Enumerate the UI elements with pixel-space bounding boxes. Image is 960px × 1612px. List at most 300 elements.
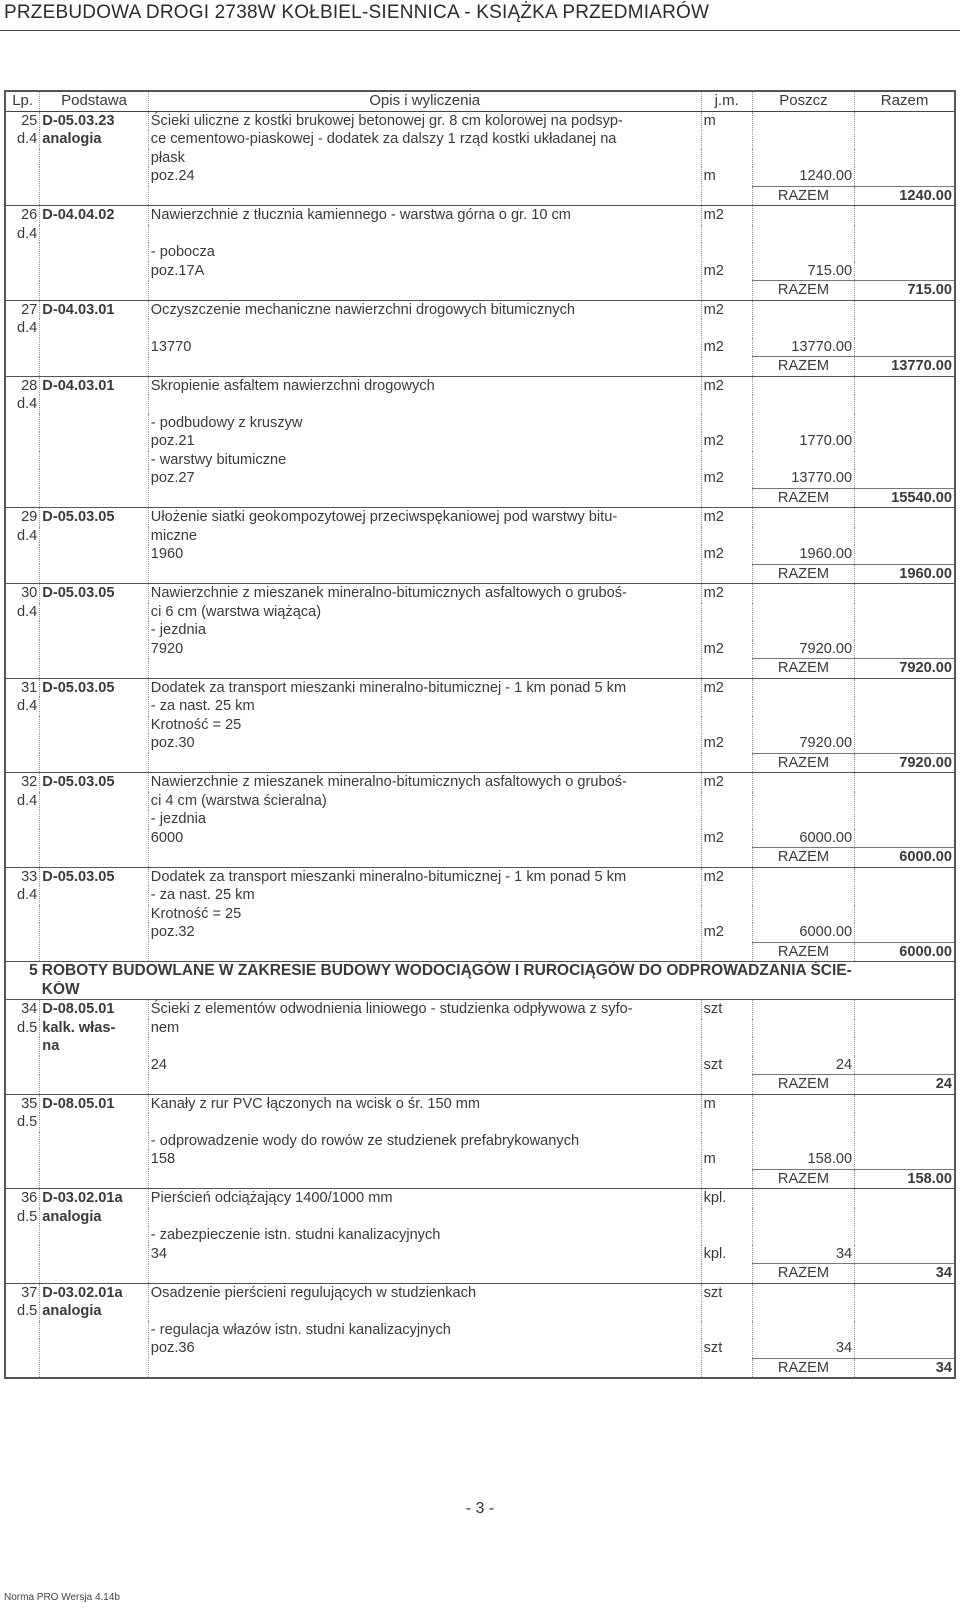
basis-cell	[40, 1321, 149, 1340]
description-line: płask	[148, 149, 701, 168]
total-cell	[855, 697, 955, 716]
basis-cell	[40, 829, 149, 848]
basis-cell	[40, 603, 149, 622]
unit-cell: m	[701, 111, 752, 130]
partial-value: 1770.00	[752, 432, 854, 451]
description-line	[148, 942, 701, 962]
description-line	[148, 1075, 701, 1095]
unit-cell	[701, 1019, 752, 1038]
partial-value: 13770.00	[752, 338, 854, 357]
total-cell	[855, 716, 955, 735]
table-row	[5, 206, 955, 225]
basis-note-cont: na	[40, 1037, 149, 1056]
table-row	[5, 527, 955, 546]
total-value: 34	[855, 1264, 955, 1284]
total-cell	[855, 1056, 955, 1075]
total-cell	[855, 527, 955, 546]
position-subsection: d.4	[17, 320, 38, 336]
unit-cell: m2	[701, 206, 752, 225]
partial-value	[752, 1226, 854, 1245]
description-line	[148, 357, 701, 377]
description-line: poz.24	[148, 167, 701, 186]
basis-cell	[40, 697, 149, 716]
total-value: 6000.00	[855, 942, 955, 962]
unit-cell	[701, 281, 752, 301]
table-row	[5, 697, 955, 716]
unit-cell: m2	[701, 773, 752, 792]
description-line: poz.17A	[148, 262, 701, 281]
col-header-opis: Opis i wyliczenia	[148, 91, 701, 111]
position-subsection: d.4	[17, 887, 38, 903]
unit-cell: m2	[701, 338, 752, 357]
total-cell	[855, 508, 955, 527]
unit-cell: m2	[701, 262, 752, 281]
position-number: 27	[5, 300, 40, 319]
description-line	[148, 1208, 701, 1227]
basis-cell	[40, 395, 149, 414]
unit-cell	[701, 243, 752, 262]
table-row	[5, 451, 955, 470]
table-row	[5, 1132, 955, 1151]
basis-cell	[40, 753, 149, 773]
basis-cell	[40, 640, 149, 659]
total-value: 715.00	[855, 281, 955, 301]
description-line: 7920	[148, 640, 701, 659]
partial-value	[752, 1019, 854, 1038]
lp-cell	[5, 262, 40, 281]
description-line: Nawierzchnie z mieszanek mineralno-bitumicznych asfaltowych o gruboś-	[148, 773, 701, 792]
description-line	[148, 225, 701, 244]
partial-value: 7920.00	[752, 734, 854, 753]
lp-cell	[5, 1264, 40, 1284]
position-code: D-04.04.02	[40, 206, 149, 225]
position-code: D-04.03.01	[40, 376, 149, 395]
basis-cell	[40, 527, 149, 546]
basis-cell	[40, 225, 149, 244]
description-line	[148, 1358, 701, 1378]
section-title-line1: ROBOTY BUDOWLANE W ZAKRESIE BUDOWY WODOCIĄGÓW I RUROCIĄGÓW DO ODPROWADZANIA ŚCIE-	[40, 962, 955, 981]
lp-cell	[5, 716, 40, 735]
page-number: - 3 -	[465, 1500, 495, 1517]
description-line: - warstwy bitumiczne	[148, 451, 701, 470]
table-row	[5, 225, 955, 244]
lp-cell	[5, 659, 40, 679]
position-subsection: d.5	[17, 1208, 38, 1225]
table-row	[5, 1056, 955, 1075]
description-line: poz.21	[148, 432, 701, 451]
partial-value: 34	[752, 1339, 854, 1358]
partial-value	[752, 792, 854, 811]
description-line: poz.27	[148, 469, 701, 488]
basis-cell	[40, 488, 149, 508]
description-line: poz.32	[148, 923, 701, 942]
position-number: 34	[5, 1000, 40, 1019]
position-number: 31	[5, 678, 40, 697]
unit-cell	[701, 527, 752, 546]
unit-cell: m2	[701, 469, 752, 488]
table-row	[5, 319, 955, 338]
unit-cell	[701, 848, 752, 868]
position-code: D-05.03.23	[40, 111, 149, 130]
total-cell	[855, 1019, 955, 1038]
lp-cell	[5, 281, 40, 301]
description-line: Dodatek za transport mieszanki mineralno-bitumicznej - 1 km ponad 5 km	[148, 678, 701, 697]
total-value: 15540.00	[855, 488, 955, 508]
partial-value	[752, 130, 854, 149]
lp-cell	[5, 149, 40, 168]
total-cell	[855, 1339, 955, 1358]
section-row-cont	[5, 981, 955, 1000]
lp-cell	[5, 469, 40, 488]
lp-cell	[5, 1245, 40, 1264]
total-value: 7920.00	[855, 659, 955, 679]
description-line: 6000	[148, 829, 701, 848]
total-row	[5, 1358, 955, 1378]
position-subsection: d.4	[17, 792, 38, 809]
basis-cell	[40, 1226, 149, 1245]
description-line: 1960	[148, 545, 701, 564]
total-cell	[855, 603, 955, 622]
basis-cell	[40, 469, 149, 488]
partial-value: 24	[752, 1056, 854, 1075]
basis-cell	[40, 1264, 149, 1284]
description-line: ce cementowo-piaskowej - dodatek za dalszy 1 rząd kostki układanej na	[148, 130, 701, 149]
position-number: 32	[5, 773, 40, 792]
total-cell	[855, 886, 955, 905]
description-line: Nawierzchnie z mieszanek mineralno-bitumicznych asfaltowych o gruboś-	[148, 584, 701, 603]
total-row	[5, 186, 955, 206]
basis-cell	[40, 149, 149, 168]
unit-cell	[701, 1226, 752, 1245]
description-line: - podbudowy z kruszyw	[148, 414, 701, 433]
table-row	[5, 338, 955, 357]
basis-cell	[40, 942, 149, 962]
total-row	[5, 281, 955, 301]
total-row	[5, 659, 955, 679]
table-row	[5, 867, 955, 886]
total-cell	[855, 376, 955, 395]
position-subsection: d.4	[17, 698, 38, 714]
description-line: Dodatek za transport mieszanki mineralno-bitumicznej - 1 km ponad 5 km	[148, 867, 701, 886]
description-line: 34	[148, 1245, 701, 1264]
unit-cell	[701, 905, 752, 924]
basis-cell	[40, 262, 149, 281]
partial-value	[752, 1037, 854, 1056]
partial-value	[752, 697, 854, 716]
total-label: RAZEM	[752, 1264, 854, 1284]
description-line	[148, 186, 701, 206]
unit-cell: kpl.	[701, 1245, 752, 1264]
basis-cell	[40, 734, 149, 753]
partial-value	[752, 1113, 854, 1132]
lp-cell	[5, 414, 40, 433]
unit-cell: m2	[701, 376, 752, 395]
section-row	[5, 962, 955, 981]
description-line: Pierścień odciążający 1400/1000 mm	[148, 1189, 701, 1208]
col-header-lp: Lp.	[5, 91, 40, 111]
total-cell	[855, 414, 955, 433]
partial-value: 6000.00	[752, 829, 854, 848]
description-line: 158	[148, 1150, 701, 1169]
total-row	[5, 357, 955, 377]
lp-cell	[5, 753, 40, 773]
position-code: D-08.05.01	[40, 1000, 149, 1019]
basis-cell	[40, 451, 149, 470]
partial-value	[752, 584, 854, 603]
lp-cell	[5, 621, 40, 640]
partial-value	[752, 414, 854, 433]
total-cell	[855, 678, 955, 697]
position-number: 37	[5, 1283, 40, 1302]
table-row	[5, 810, 955, 829]
partial-value	[752, 1132, 854, 1151]
total-cell	[855, 1302, 955, 1321]
total-cell	[855, 810, 955, 829]
description-line	[148, 1264, 701, 1284]
partial-value	[752, 678, 854, 697]
col-header-jm: j.m.	[701, 91, 752, 111]
description-line: - regulacja włazów istn. studni kanalizacyjnych	[148, 1321, 701, 1340]
position-code: D-05.03.05	[40, 584, 149, 603]
basis-cell	[40, 1245, 149, 1264]
total-cell	[855, 584, 955, 603]
unit-cell: m2	[701, 678, 752, 697]
table-row	[5, 1208, 955, 1227]
unit-cell	[701, 886, 752, 905]
partial-value	[752, 319, 854, 338]
total-cell	[855, 1000, 955, 1019]
lp-cell	[5, 186, 40, 206]
unit-cell	[701, 319, 752, 338]
position-number: 25	[5, 111, 40, 130]
table-row	[5, 1037, 955, 1056]
basis-cell	[40, 848, 149, 868]
total-cell	[855, 1189, 955, 1208]
partial-value: 158.00	[752, 1150, 854, 1169]
description-line	[148, 395, 701, 414]
total-row	[5, 564, 955, 584]
basis-cell	[40, 716, 149, 735]
basis-note: analogia	[40, 1302, 149, 1321]
basis-cell	[40, 923, 149, 942]
basis-cell	[40, 357, 149, 377]
position-subsection: d.4	[17, 603, 38, 620]
total-cell	[855, 867, 955, 886]
partial-value: 1960.00	[752, 545, 854, 564]
basis-cell	[40, 167, 149, 186]
lp-cell	[5, 848, 40, 868]
unit-cell	[701, 1208, 752, 1227]
total-cell	[855, 395, 955, 414]
unit-cell	[701, 451, 752, 470]
unit-cell	[701, 1358, 752, 1378]
total-cell	[855, 243, 955, 262]
lp-cell	[5, 488, 40, 508]
total-cell	[855, 545, 955, 564]
partial-value	[752, 451, 854, 470]
lp-cell	[5, 432, 40, 451]
table-row	[5, 1245, 955, 1264]
lp-cell	[5, 1150, 40, 1169]
basis-cell	[40, 414, 149, 433]
lp-cell	[5, 1056, 40, 1075]
unit-cell	[701, 130, 752, 149]
partial-value	[752, 376, 854, 395]
description-line: Ścieki z elementów odwodnienia liniowego - studzienka odpływowa z syfo-	[148, 1000, 701, 1019]
partial-value: 1240.00	[752, 167, 854, 186]
partial-value	[752, 886, 854, 905]
total-value: 24	[855, 1075, 955, 1095]
total-cell	[855, 1321, 955, 1340]
table-row	[5, 716, 955, 735]
total-cell	[855, 829, 955, 848]
lp-cell	[5, 357, 40, 377]
total-cell	[855, 149, 955, 168]
table-row	[5, 469, 955, 488]
partial-value	[752, 1189, 854, 1208]
basis-cell	[40, 545, 149, 564]
total-cell	[855, 923, 955, 942]
table-row	[5, 130, 955, 149]
total-cell	[855, 1037, 955, 1056]
lp-cell	[5, 905, 40, 924]
total-row	[5, 753, 955, 773]
unit-cell: kpl.	[701, 1189, 752, 1208]
table-row	[5, 792, 955, 811]
unit-cell	[701, 149, 752, 168]
total-row	[5, 1264, 955, 1284]
partial-value	[752, 149, 854, 168]
basis-cell	[40, 564, 149, 584]
position-code: D-05.03.05	[40, 508, 149, 527]
table-row	[5, 300, 955, 319]
table-row	[5, 886, 955, 905]
description-line	[148, 659, 701, 679]
table-row	[5, 678, 955, 697]
table-row	[5, 773, 955, 792]
partial-value	[752, 508, 854, 527]
table-row	[5, 621, 955, 640]
total-cell	[855, 262, 955, 281]
unit-cell	[701, 659, 752, 679]
table-row	[5, 603, 955, 622]
total-label: RAZEM	[752, 1358, 854, 1378]
total-row	[5, 488, 955, 508]
total-cell	[855, 621, 955, 640]
position-subsection: d.5	[17, 1303, 38, 1319]
table-row	[5, 508, 955, 527]
unit-cell	[701, 488, 752, 508]
table-row	[5, 111, 955, 130]
partial-value	[752, 621, 854, 640]
col-header-razem: Razem	[855, 91, 955, 111]
partial-value	[752, 300, 854, 319]
position-number: 33	[5, 867, 40, 886]
table-row	[5, 829, 955, 848]
total-label: RAZEM	[752, 1075, 854, 1095]
total-cell	[855, 1226, 955, 1245]
basis-cell	[40, 810, 149, 829]
total-row	[5, 1075, 955, 1095]
partial-value	[752, 395, 854, 414]
basis-cell	[40, 186, 149, 206]
unit-cell: szt	[701, 1339, 752, 1358]
table-row	[5, 1019, 955, 1038]
document-title: PRZEBUDOWA DROGI 2738W KOŁBIEL-SIENNICA - KSIĄŻKA PRZEDMIARÓW	[4, 2, 710, 23]
lp-cell	[5, 942, 40, 962]
partial-value	[752, 1208, 854, 1227]
partial-value	[752, 111, 854, 130]
basis-cell	[40, 621, 149, 640]
software-version: Norma PRO Wersja 4.14b	[4, 1592, 120, 1603]
col-header-poszcz: Poszcz	[752, 91, 854, 111]
lp-cell	[5, 338, 40, 357]
total-label: RAZEM	[752, 1169, 854, 1189]
partial-value: 7920.00	[752, 640, 854, 659]
total-cell	[855, 1283, 955, 1302]
partial-value	[752, 1321, 854, 1340]
total-cell	[855, 469, 955, 488]
lp-cell	[5, 167, 40, 186]
description-line	[148, 1302, 701, 1321]
total-row	[5, 942, 955, 962]
basis-cell	[40, 886, 149, 905]
description-line: Krotność = 25	[148, 905, 701, 924]
total-cell	[855, 792, 955, 811]
partial-value	[752, 716, 854, 735]
position-subsection: d.4	[17, 131, 38, 147]
total-label: RAZEM	[752, 186, 854, 206]
description-line	[148, 319, 701, 338]
description-line	[148, 848, 701, 868]
partial-value	[752, 1094, 854, 1113]
basis-cell	[40, 659, 149, 679]
basis-cell	[40, 1339, 149, 1358]
unit-cell	[701, 395, 752, 414]
table-row	[5, 243, 955, 262]
position-number: 35	[5, 1094, 40, 1113]
total-cell	[855, 319, 955, 338]
table-row	[5, 1094, 955, 1113]
basis-cell	[40, 1358, 149, 1378]
unit-cell	[701, 792, 752, 811]
partial-value	[752, 206, 854, 225]
table-row	[5, 1000, 955, 1019]
total-cell	[855, 640, 955, 659]
table-row	[5, 1321, 955, 1340]
section-body	[5, 962, 955, 1000]
total-cell	[855, 1113, 955, 1132]
lp-cell	[5, 810, 40, 829]
basis-note: analogia	[40, 1208, 149, 1227]
unit-cell: m	[701, 1150, 752, 1169]
lp-cell	[5, 545, 40, 564]
description-line	[148, 488, 701, 508]
unit-cell	[701, 1169, 752, 1189]
total-row	[5, 1169, 955, 1189]
unit-cell	[701, 1302, 752, 1321]
table-row	[5, 1283, 955, 1302]
lp-cell	[5, 564, 40, 584]
description-line: - odprowadzenie wody do rowów ze studzienek prefabrykowanych	[148, 1132, 701, 1151]
basis-cell	[40, 1075, 149, 1095]
description-line	[148, 753, 701, 773]
lp-cell	[5, 734, 40, 753]
position-code: D-03.02.01a	[40, 1189, 149, 1208]
lp-cell	[5, 1321, 40, 1340]
position-subsection: d.4	[17, 527, 38, 544]
position-subsection: d.5	[17, 1019, 38, 1036]
